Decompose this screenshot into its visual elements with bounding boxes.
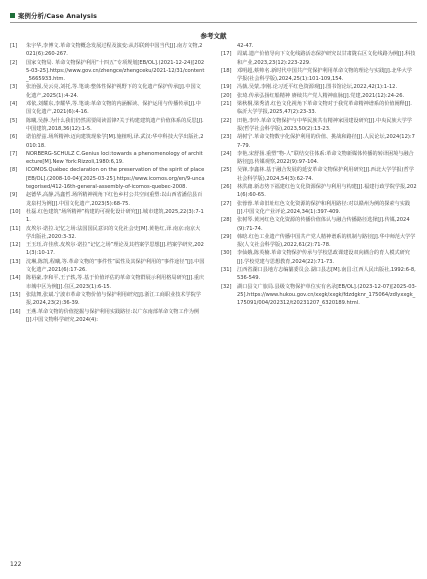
reference-text: 陈裕豪,李和平,王子轶,等.基于价值评估的革命文物群展示利用格局研究[J].重庆市城中区为例[J].住区,2023(1):6-15.	[26, 275, 205, 290]
reference-number: [1]	[10, 43, 18, 49]
reference-item	[221, 42, 417, 50]
reference-text: 42-47.	[237, 43, 254, 49]
reference-text: 周斌.遗产价值导向下文化线路活态保护研究以甘肃陇右区文化线路为例[J].科技和产业,2023,23(12):223-229.	[237, 51, 416, 66]
reference-text: 田艳,李玲.革命文物保护与中华民族共有精神家园建设研究[J].中央民族大学学报(哲学社会科学版),2023,50(2):13-23.	[237, 117, 412, 132]
reference-number: [8]	[10, 167, 18, 174]
reference-number: [16]	[10, 308, 21, 315]
reference-item	[221, 183, 417, 200]
reference-number: [9]	[10, 192, 18, 199]
reference-item	[10, 83, 205, 100]
header-divider	[10, 22, 417, 23]
reference-number: [7]	[10, 150, 18, 157]
reference-number: [3]	[10, 84, 18, 91]
reference-item	[221, 133, 417, 150]
reference-item	[221, 50, 417, 67]
reference-item	[221, 200, 417, 217]
reference-text: 邓明超,蔡帅名.新时代中国共产党保护利用革命文物的理论与实践[J].北华大学学报(社会科学版),2024,25(1):101-109,154.	[237, 67, 412, 83]
reference-text: 林洪庸.新态势下福建红色文化资源保护与利用与构建[J].福建行政学院学报,2021(6):60-65.	[237, 184, 417, 199]
reference-text: 沈琳,陈凯,程曦,等.革命文物的“事件性”属性及其保护利用的“事件途径”[J].中国文化遗产,2021(6):17-26.	[26, 258, 205, 274]
reference-item	[221, 117, 417, 134]
reference-text: 张陆舞,张斌.宁波市革命文物价值与保护利用研究[J].浙江工商职业技术学院学报,2024,23(2):36-39.	[26, 291, 201, 307]
reference-item	[221, 92, 417, 100]
reference-text: 张琦.传承弘扬红船精神 赓续共产党人精神血脉[J].党建,2021(12):24-26.	[237, 92, 405, 99]
reference-item	[221, 233, 417, 250]
reference-item	[10, 42, 205, 59]
reference-text: 邓依,刘耀东,李耀华,等.笔谈:革命文物的内涵解读、保护运用与传播传承[J].中国文化遗产,2021(6):4-16.	[26, 101, 201, 116]
reference-number: [24]	[221, 150, 232, 157]
reference-number: [5]	[10, 117, 18, 124]
section-header	[10, 10, 97, 20]
reference-number: [22]	[221, 117, 232, 124]
reference-text: ICOMOS.Québec declaration on the preservation of the spirit of place[EB/OL].(2008-10-04)[2025-03-25].https://www.icomos.org/en/9-uncategorised/412-16th-general-assembly-of-icomos-quebec-2008.	[26, 167, 205, 191]
reference-item	[10, 59, 205, 84]
reference-item	[221, 249, 417, 266]
reference-item	[221, 216, 417, 233]
reference-text: 陈曦,吴静.为什么我们仍然需要阅读雷锋?关于构建建筑遗产价值体系的反思[J].中国建筑,2018,36(12):1-5.	[26, 117, 204, 132]
reference-text: 冯薇,吴蒙,李刚.论习近平红色资源观[J].图书馆论坛,2022,42(1):1-12.	[237, 84, 398, 91]
reference-item	[10, 191, 205, 208]
reference-text: 诺伯舒兹.场所精神:迈向建筑现象学[M].施植明,译.武汉:华中科技大学出版社,2010:18.	[26, 134, 204, 149]
references-right-column	[221, 42, 417, 308]
reference-number: [6]	[10, 134, 18, 141]
reference-item	[10, 225, 205, 242]
reference-item	[221, 83, 417, 91]
reference-item	[10, 208, 205, 225]
reference-number: [10]	[10, 208, 21, 215]
reference-item	[10, 258, 205, 275]
reference-text: 王玉珏,许佳欣.皮埃尔·诺拉“记忆之场”理论及其档案学思想[J].档案学研究,2021(3):10-17.	[26, 242, 204, 257]
reference-text: 江西省湖口县地方志编纂委员会.湖口县志[M].南昌:江西人民出版社,1992:6-8,536-549.	[237, 267, 416, 282]
reference-number: [14]	[10, 275, 21, 282]
reference-number: [31]	[221, 267, 232, 274]
reference-number: [23]	[221, 134, 232, 141]
reference-item	[221, 166, 417, 183]
section-title: 案例分析/Case Analysis	[18, 11, 98, 20]
reference-number: [11]	[10, 225, 21, 232]
reference-item	[10, 133, 205, 150]
reference-item	[10, 150, 205, 167]
page-number: 122	[10, 561, 22, 568]
reference-text: NORBERG-SCHULZ C.Genius loci:towards a phenomenology of architecture[M].New York:Rizzoli,1980:6,19.	[26, 150, 203, 166]
reference-item	[221, 150, 417, 167]
reference-text: 杜磊.红色建筑“场所精神”构建的可视化设计研究[J].城市建筑,2025,22(3):7-11.	[26, 208, 204, 224]
reference-number: [17]	[221, 51, 232, 58]
reference-number: [28]	[221, 217, 232, 224]
reference-item	[221, 266, 417, 283]
reference-text: 梁秋桐,梁秀清.红色文化视角下革命文物对于我党革命精神谱系的价值阐释[J].临沂大学学报,2025,47(2):23-33.	[237, 101, 412, 116]
reference-number: [26]	[221, 184, 232, 191]
reference-item	[221, 67, 417, 84]
reference-text: 胡树宁.革命文物数字化保护利用的价值、挑战和路径[J].人民论坛,2024(12):77-79.	[237, 134, 415, 149]
reference-text: 韩晗.红色工业遗产传播中国共产党人精神谱系的机制与路径[J].华中师范大学学报(人文社会科学版),2022,61(2):71-78.	[237, 233, 416, 249]
reference-item	[10, 308, 205, 325]
reference-number: [27]	[221, 200, 232, 207]
references-left-column	[10, 42, 205, 324]
reference-text: 张树琴.黄河红色文化资源的传播价值体认与融合传播路径选择[J].传媒,2024(9):71-74.	[237, 217, 410, 232]
reference-text: 皮埃尔·诺拉.记忆之场:法国国民意识的文化社会史[M].黄艳红,译.南京:南京大学出版社,2020:3-32.	[26, 225, 201, 240]
reference-text: 李艳,宋舒扬.重塑“物-人”联结交往体系:革命文物新媒体传播的转译困境与融合路径[J].传媒观察,2022(9):97-104.	[237, 150, 414, 166]
reference-item	[10, 291, 205, 308]
reference-item	[10, 274, 205, 291]
reference-number: [30]	[221, 250, 232, 257]
reference-text: 李仙娥,陈英楠.革命文物保护传承与学校思政课建设双向耦合的育人模式研究[J].学校党建与思想教育,2024(22):71-73.	[237, 250, 410, 265]
reference-text: 朱宇华,李博文.革命文物概念发展过程及演变:从苏联到中国当代[J].南方文物,2021(6):260-267.	[26, 43, 203, 58]
section-marker-icon	[10, 13, 15, 18]
reference-item	[10, 241, 205, 258]
reference-number: [2]	[10, 59, 18, 66]
reference-number: [4]	[10, 101, 18, 108]
reference-number: [29]	[221, 233, 232, 240]
reference-text: 王燕.革命文物的价值挖掘与保护利用实践路径:以广东南部革命文物工作为例[J].中国文物科学研究,2024(4):	[26, 308, 200, 323]
reference-item	[10, 100, 205, 117]
reference-text: 赵德华,高静,冯鑫哲.场所精神视角下红色乡村公共空间重塑:以山西省潘信县百龙泉村为例[J].中国文化遗产,2023(5):68-75.	[26, 192, 203, 207]
reference-number: [18]	[221, 67, 232, 74]
reference-number: [32]	[221, 283, 232, 290]
reference-number: [12]	[10, 242, 21, 249]
reference-number: [25]	[221, 167, 232, 174]
reference-text: 吴锋,李鑫林.基于融合发展的延安革命文物保护利用研究[J].西北大学学报(哲学社会科学版),2024,54(3):62-74.	[237, 167, 414, 182]
reference-item	[221, 100, 417, 117]
reference-item	[10, 166, 205, 191]
reference-item	[10, 117, 205, 134]
reference-text: 张治强,吴云亮,刘托,等.笔谈:整体性保护视野下的文化遗产保护传承[J].中国文化遗产,2025(1):4-24.	[26, 84, 201, 99]
reference-number: [20]	[221, 92, 232, 99]
reference-number: [21]	[221, 101, 232, 108]
reference-number: [19]	[221, 84, 232, 91]
reference-number: [13]	[10, 258, 21, 265]
reference-item	[221, 283, 417, 308]
reference-text: 湖口县文广旅局.县级文物保护单位实有名录[EB/OL].(2023-12-07)[2025-03-25].https://www.hukou.gov.cn/xxgk/xxgk/fdzdgknr_175064/zdlyxxgk_175091/004/202312/t20231207_6320189.html.	[237, 283, 417, 307]
reference-number: [15]	[10, 291, 21, 298]
reference-text: 张蓉蓉.革命旧址红色文化资源的保护和利用路径:对以赣州为例的探索与实践[J].中国文化产业评论,2024,34(1):397-409.	[237, 200, 411, 215]
reference-text: 国家文物局. 革命文物保护利用“十四五”专项规划[EB/OL].(2021-12-24)[2025-03-25].https://www.gov.cn/zhengce/zhengceku/2021-12/31/content_5665933.htm.	[26, 59, 205, 83]
references-title: 参考文献	[200, 32, 227, 40]
